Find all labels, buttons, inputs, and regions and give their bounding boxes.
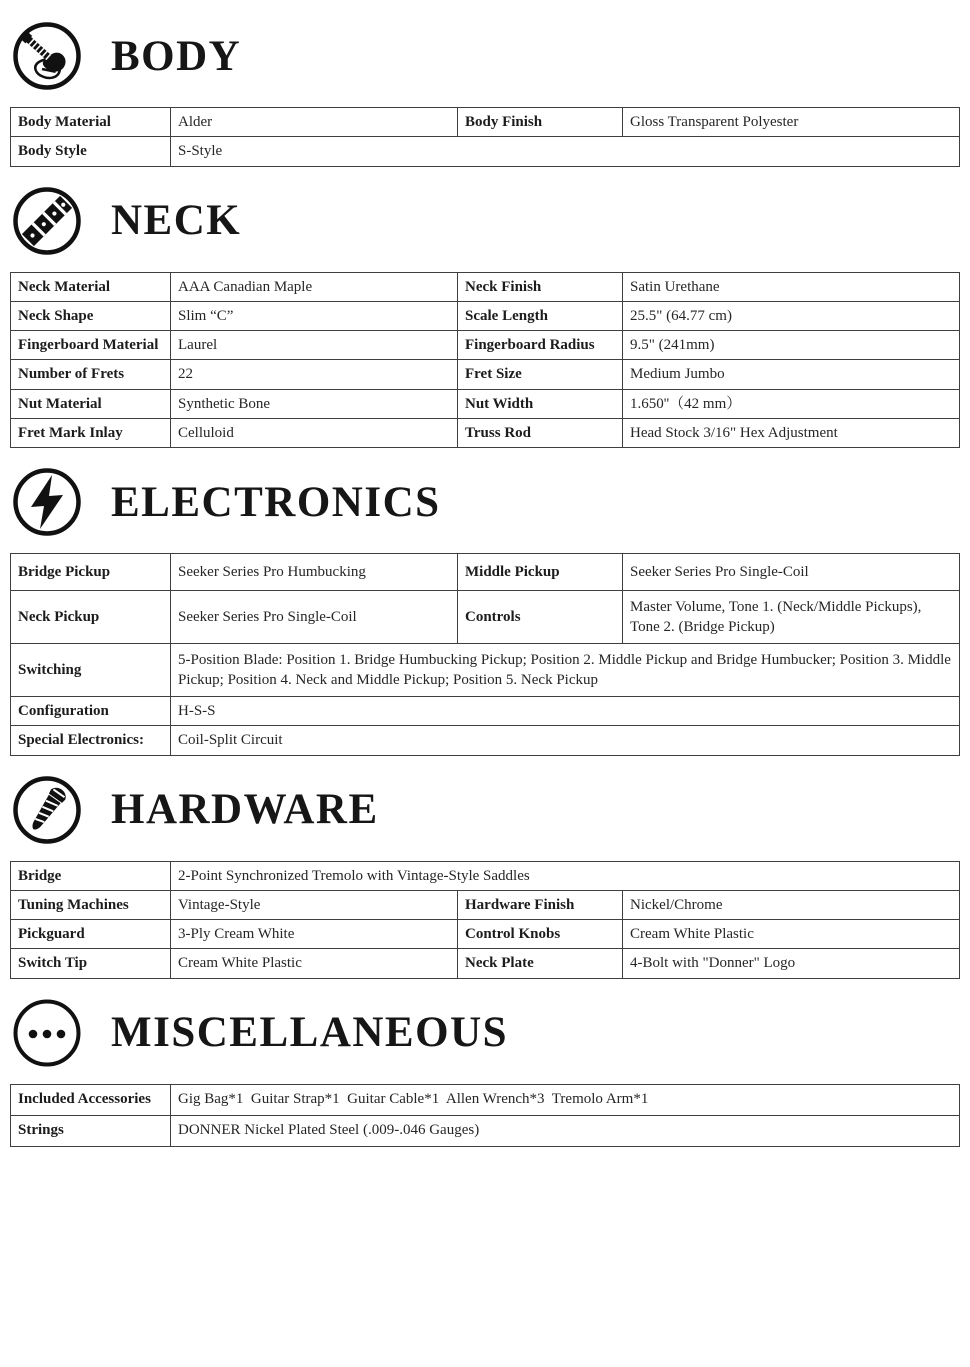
section-neck (10, 186, 959, 449)
spec-value: 2-Point Synchronized Tremolo with Vintage-Style Saddles (171, 861, 960, 890)
table-row (11, 360, 960, 389)
spec-label: Fret Mark Inlay (11, 418, 171, 447)
section-body (10, 21, 959, 167)
spec-label: Switch Tip (11, 949, 171, 978)
section-header-hardware (12, 775, 959, 845)
section-title-hardware: HARDWARE (111, 786, 379, 833)
spec-value: Master Volume, Tone 1. (Neck/Middle Pickups), Tone 2. (Bridge Pickup) (623, 591, 960, 644)
spec-value: 3-Ply Cream White (171, 920, 458, 949)
spec-label: Neck Plate (458, 949, 623, 978)
spec-value: Seeker Series Pro Single-Coil (171, 591, 458, 644)
spec-value: Cream White Plastic (623, 920, 960, 949)
spec-label: Middle Pickup (458, 554, 623, 591)
spec-label: Neck Finish (458, 272, 623, 301)
spec-label: Bridge (11, 861, 171, 890)
spec-table-body (10, 107, 960, 167)
spec-table-miscellaneous (10, 1084, 960, 1147)
table-row (11, 1084, 960, 1115)
spec-value: DONNER Nickel Plated Steel (.009-.046 Gauges) (171, 1115, 960, 1146)
spec-value: AAA Canadian Maple (171, 272, 458, 301)
screw-icon (12, 775, 82, 845)
spec-label: Body Material (11, 108, 171, 137)
spec-label: Nut Width (458, 389, 623, 418)
spec-value: 4-Bolt with "Donner" Logo (623, 949, 960, 978)
spec-label: Controls (458, 591, 623, 644)
spec-label: Tuning Machines (11, 890, 171, 919)
spec-value: Seeker Series Pro Humbucking (171, 554, 458, 591)
table-row (11, 890, 960, 919)
table-row (11, 726, 960, 755)
spec-value: Celluloid (171, 418, 458, 447)
spec-label: Body Finish (458, 108, 623, 137)
spec-label: Configuration (11, 697, 171, 726)
table-row (11, 949, 960, 978)
spec-label: Pickguard (11, 920, 171, 949)
spec-table-hardware (10, 861, 960, 979)
table-row (11, 108, 960, 137)
spec-value: Medium Jumbo (623, 360, 960, 389)
spec-sheet (0, 21, 970, 1147)
spec-value: Alder (171, 108, 458, 137)
spec-label: Control Knobs (458, 920, 623, 949)
section-electronics (10, 467, 959, 756)
spec-label: Scale Length (458, 301, 623, 330)
section-title-neck: NECK (111, 197, 242, 244)
table-row (11, 1115, 960, 1146)
spec-value: 1.650''（42 mm） (623, 389, 960, 418)
section-header-neck (12, 186, 959, 256)
spec-label: Body Style (11, 137, 171, 166)
spec-value: S-Style (171, 137, 960, 166)
spec-label: Strings (11, 1115, 171, 1146)
spec-value: 22 (171, 360, 458, 389)
spec-label: Special Electronics: (11, 726, 171, 755)
section-miscellaneous (10, 998, 959, 1147)
section-title-body: BODY (111, 32, 242, 80)
spec-value: Laurel (171, 331, 458, 360)
section-title-electronics: ELECTRONICS (111, 478, 441, 526)
section-header-miscellaneous (12, 998, 959, 1068)
spec-table-neck (10, 272, 960, 449)
table-row (11, 920, 960, 949)
spec-value: Coil-Split Circuit (171, 726, 960, 755)
lightning-bolt-icon (12, 467, 82, 537)
table-row (11, 554, 960, 591)
spec-label: Number of Frets (11, 360, 171, 389)
spec-value: Vintage-Style (171, 890, 458, 919)
table-row (11, 272, 960, 301)
spec-value: Gig Bag*1 Guitar Strap*1 Guitar Cable*1 Allen Wrench*3 Tremolo Arm*1 (171, 1084, 960, 1115)
table-row (11, 301, 960, 330)
electric-guitar-icon (12, 21, 82, 91)
table-row (11, 861, 960, 890)
table-row (11, 331, 960, 360)
spec-value: Seeker Series Pro Single-Coil (623, 554, 960, 591)
fretboard-icon (12, 186, 82, 256)
table-row (11, 591, 960, 644)
spec-value: 5-Position Blade: Position 1. Bridge Humbucking Pickup; Position 2. Middle Pickup and Bridge Humbucker; Position 3. Middle Pickup; Position 4. Neck and Middle Pickup; Position 5. Neck Pickup (171, 644, 960, 697)
spec-value: H-S-S (171, 697, 960, 726)
spec-value: Satin Urethane (623, 272, 960, 301)
spec-value: 9.5" (241mm) (623, 331, 960, 360)
table-row (11, 697, 960, 726)
section-hardware (10, 775, 959, 979)
spec-value: 25.5" (64.77 cm) (623, 301, 960, 330)
spec-label: Neck Material (11, 272, 171, 301)
spec-value: Synthetic Bone (171, 389, 458, 418)
spec-label: Neck Shape (11, 301, 171, 330)
spec-label: Nut Material (11, 389, 171, 418)
spec-value: Cream White Plastic (171, 949, 458, 978)
spec-value: Gloss Transparent Polyester (623, 108, 960, 137)
spec-label: Truss Rod (458, 418, 623, 447)
spec-label: Neck Pickup (11, 591, 171, 644)
spec-label: Fret Size (458, 360, 623, 389)
spec-value: Nickel/Chrome (623, 890, 960, 919)
table-row (11, 644, 960, 697)
section-header-electronics (12, 467, 959, 537)
table-row (11, 389, 960, 418)
ellipsis-icon (12, 998, 82, 1068)
spec-label: Included Accessories (11, 1084, 171, 1115)
spec-label: Bridge Pickup (11, 554, 171, 591)
spec-label: Fingerboard Radius (458, 331, 623, 360)
section-title-miscellaneous: MISCELLANEOUS (111, 1009, 509, 1056)
section-header-body (12, 21, 959, 91)
spec-table-electronics (10, 553, 960, 756)
spec-label: Hardware Finish (458, 890, 623, 919)
spec-value: Slim “C” (171, 301, 458, 330)
table-row (11, 418, 960, 447)
spec-value: Head Stock 3/16" Hex Adjustment (623, 418, 960, 447)
table-row (11, 137, 960, 166)
spec-label: Fingerboard Material (11, 331, 171, 360)
spec-label: Switching (11, 644, 171, 697)
